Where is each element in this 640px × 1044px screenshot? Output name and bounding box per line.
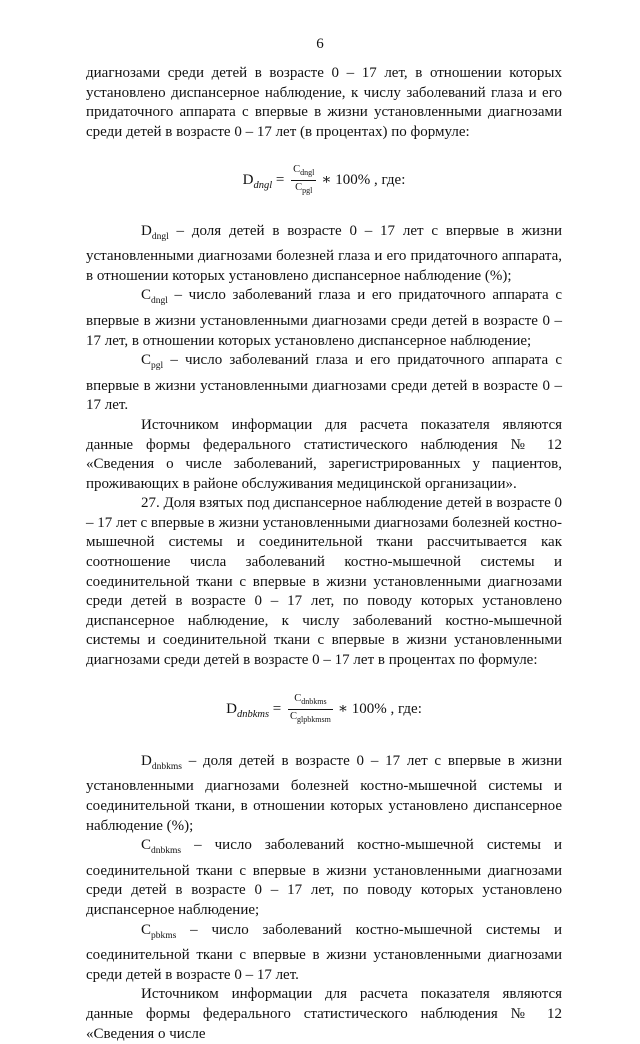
formula-fraction (291, 164, 316, 197)
formula-dnbkms (86, 693, 562, 726)
definition-d-dnbkms: $D_{dnbkms}$ – доля детей в возрасте 0 – 17 лет с впервые в жизни установленными диагнозами болезней костно-мышечной системы и соединительной ткани, в отношении которых установлено диспансерное наблюдение (%); (86, 752, 562, 834)
paragraph-item-27: 27. Доля взятых под диспансерное наблюдение детей в возрасте 0 – 17 лет с впервые в жизни установленными диагнозами болезней костно-мышечной системы и соединительной ткани рассчитывается как соотношение числа заболеваний костно-мышечной системы и соединительной ткани с впервые в жизни установленными диагнозами среди детей в возрасте 0 – 17 лет, по поводу которых установлено диспансерное наблюдение, к числу заболеваний костно-мышечной системы и соединительной ткани с впервые в жизни установленными диагнозами среди детей в возрасте 0 – 17 лет в процентах по формуле: (86, 495, 563, 669)
definition-c-dnbkms: $C_{dnbkms}$ – число заболеваний костно-мышечной системы и соединительной ткани с впервые в жизни установленными диагнозами среди детей в возрасте 0 – 17 лет, по поводу которых установлено диспансерное наблюдение; (86, 837, 562, 918)
formula-numerator: $C_{dnbkms}$ (288, 693, 333, 710)
paragraph-intro: диагнозами среди детей в возрасте 0 – 17 лет, в отношении которых установлено диспансерное наблюдение, к числу заболеваний глаза и его придаточного аппарата с впервые в жизни установленными диагнозами среди детей в возрасте 0 – 17 лет (в процентах) по формуле: (86, 65, 562, 140)
document-body (86, 64, 562, 1044)
definition-c-dngl: $C_{dngl}$ – число заболеваний глаза и его придаточного аппарата с впервые в жизни установленными диагнозами среди детей в возрасте 0 – 17 лет, в отношении которых установлено диспансерное наблюдение; (86, 287, 562, 349)
formula-fraction (288, 693, 333, 726)
formula-equals: = (272, 172, 289, 189)
paragraph-source-2: Источником информации для расчета показателя являются данные формы федерального статистического наблюдения № 12 «Сведения о числе (86, 986, 562, 1042)
formula-dngl (86, 164, 562, 197)
formula-lhs: $D_{dngl}$ (242, 172, 273, 192)
page-number: 6 (316, 36, 324, 52)
definition-c-pbkms: $C_{pbkms}$ – число заболеваний костно-мышечной системы и соединительной ткани с впервые в жизни установленными диагнозами среди детей в возрасте 0 – 17 лет. (86, 921, 562, 983)
definition-d-dngl: $D_{dngl}$ – доля детей в возрасте 0 – 17 лет с впервые в жизни установленными диагнозами болезней глаза и его придаточного аппарата, в отношении которых установлено диспансерное наблюдение (%); (86, 222, 562, 284)
formula-lhs: $D_{dnbkms}$ (226, 700, 270, 720)
formula-denominator: $C_{glpbkmsm}$ (290, 710, 331, 724)
formula-rhs: ∗ 100% , где: (321, 172, 406, 189)
formula-denominator: $C_{pgl}$ (295, 182, 313, 196)
formula-equals: = (269, 700, 286, 717)
formula-rhs: ∗ 100% , где: (337, 700, 422, 717)
definition-c-pgl: $C_{pgl}$ – число заболеваний глаза и его придаточного аппарата с впервые в жизни установленными диагнозами среди детей в возрасте 0 – 17 лет. (86, 352, 562, 414)
paragraph-source-1: Источником информации для расчета показателя являются данные формы федерального статистического наблюдения № 12 «Сведения о числе заболеваний, зарегистрированных у пациентов, проживающих в районе обслуживания медицинской организации». (86, 416, 562, 492)
formula-numerator: $C_{dngl}$ (291, 164, 316, 181)
